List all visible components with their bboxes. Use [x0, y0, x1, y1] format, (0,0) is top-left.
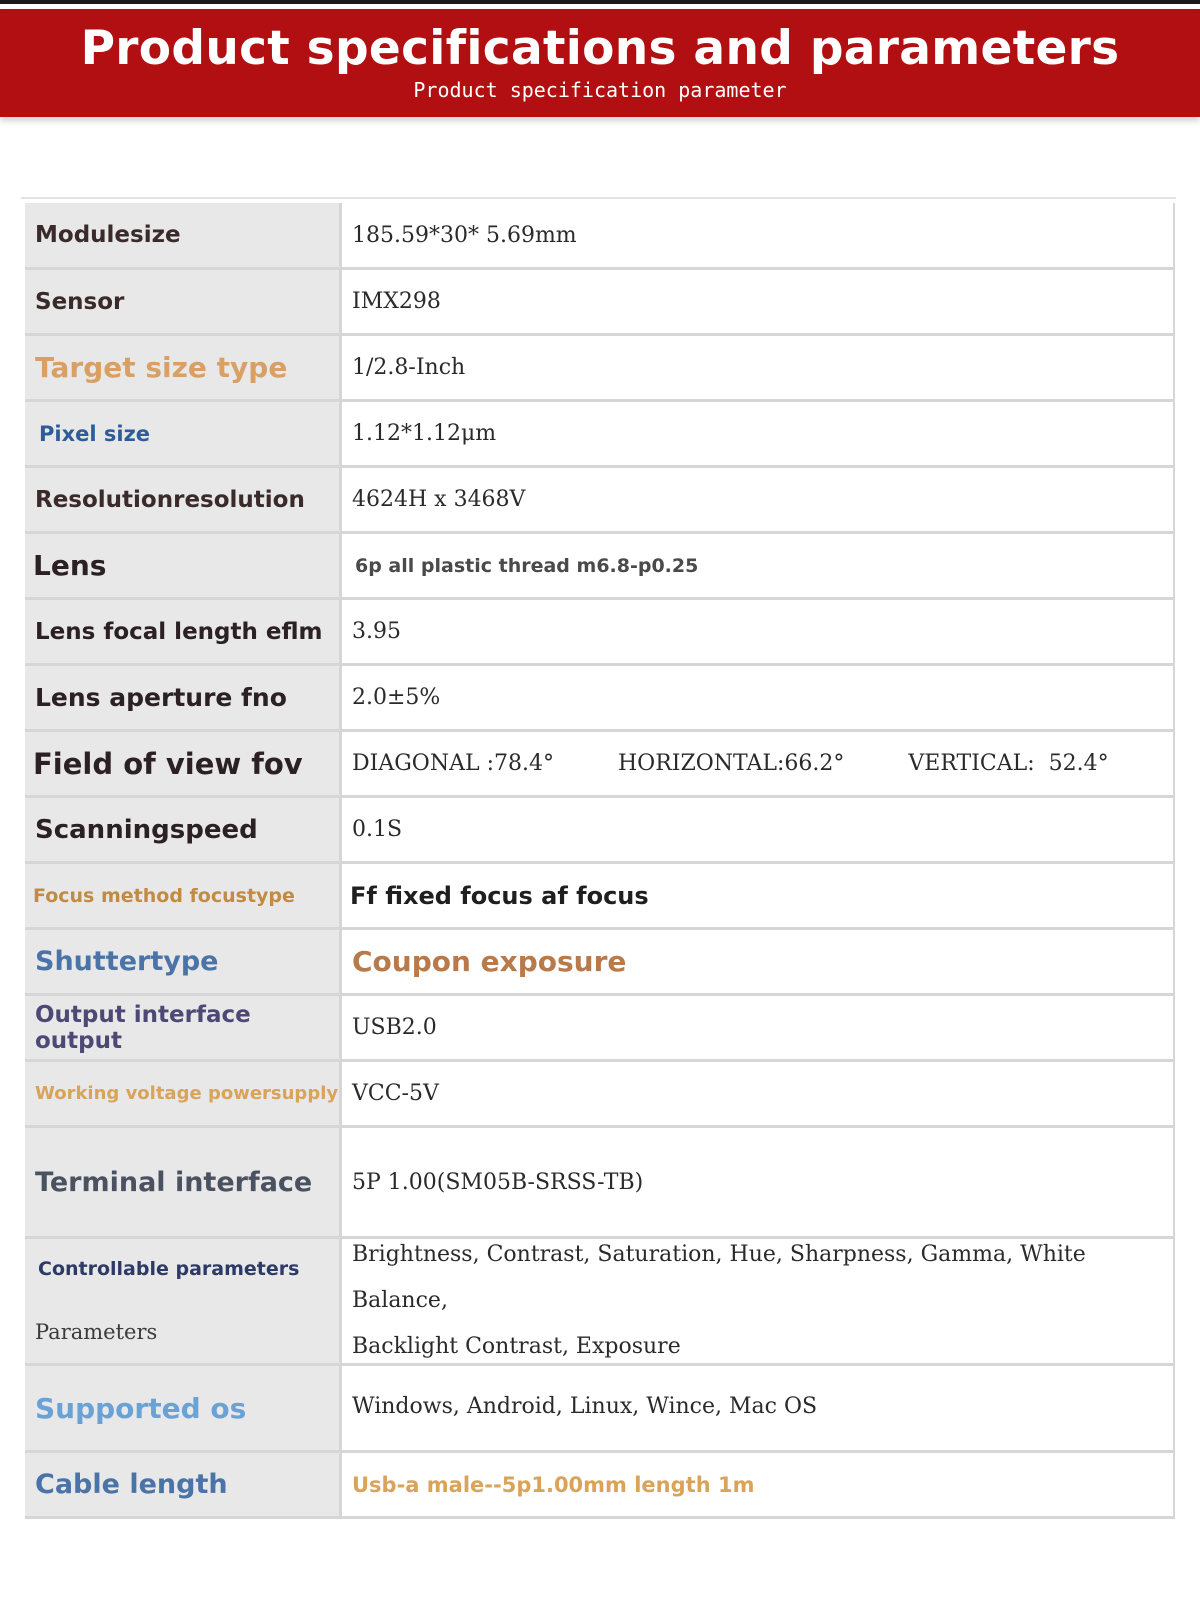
spec-label: Output interface output: [25, 996, 342, 1059]
spec-label-group: [25, 1239, 342, 1363]
spec-row-resolution: [25, 468, 1175, 534]
spec-label: Field of view fov: [25, 732, 342, 795]
spec-label: Resolutionresolution: [25, 468, 342, 531]
spec-label: Terminal interface: [25, 1128, 342, 1236]
spec-label: Pixel size: [25, 402, 342, 465]
spec-value: Windows, Android, Linux, Wince, Mac OS: [342, 1366, 1175, 1450]
page-subtitle: Product specification parameter: [413, 78, 787, 102]
spec-label: Controllable parameters: [38, 1258, 300, 1280]
spec-value-line-2: Backlight Contrast, Exposure: [352, 1334, 681, 1359]
spec-value: 185.59*30* 5.69mm: [342, 203, 1175, 267]
spec-label: Scanningspeed: [25, 798, 342, 861]
spec-row-focal-length: [25, 600, 1175, 666]
header-banner: [0, 9, 1200, 117]
spec-label: Focus method focustype: [25, 864, 342, 927]
fov-diagonal: DIAGONAL :78.4°: [352, 751, 554, 776]
spec-label: Lens focal length eflm: [25, 600, 342, 663]
spec-value: Usb-a male--5p1.00mm length 1m: [342, 1453, 1175, 1516]
spec-row-output-interface: [25, 996, 1175, 1062]
spec-value: 2.0±5%: [342, 666, 1175, 729]
spec-value: 1/2.8-Inch: [342, 336, 1175, 399]
spec-row-aperture: [25, 666, 1175, 732]
spec-row-cable-length: [25, 1453, 1175, 1519]
spec-label: Sensor: [25, 270, 342, 333]
spec-value-line-1: Brightness, Contrast, Saturation, Hue, Sharpness, Gamma, White Balance,: [352, 1242, 1086, 1313]
spec-row-working-voltage: [25, 1062, 1175, 1128]
spec-row-target-size: [25, 336, 1175, 402]
spec-value-group: [342, 1239, 1175, 1363]
spec-table: [21, 197, 1176, 1519]
spec-row-lens: [25, 534, 1175, 600]
top-border-line: [0, 0, 1200, 4]
spec-value: 6p all plastic thread m6.8-p0.25: [342, 534, 1175, 597]
spec-value: Coupon exposure: [342, 930, 1175, 993]
spec-value: 1.12*1.12μm: [342, 402, 1175, 465]
spec-label: Lens aperture fno: [25, 666, 342, 729]
spec-value: 3.95: [342, 600, 1175, 663]
spec-label: Working voltage powersupply: [25, 1062, 342, 1125]
spec-row-modulesize: [25, 203, 1175, 270]
fov-horizontal: HORIZONTAL:66.2°: [617, 751, 845, 776]
spec-label-secondary: Parameters: [35, 1320, 158, 1344]
spec-value: 5P 1.00(SM05B-SRSS-TB): [342, 1128, 1175, 1236]
fov-vertical: VERTICAL: 52.4°: [908, 751, 1109, 776]
spec-label: Supported os: [25, 1366, 342, 1450]
spec-value: Ff fixed focus af focus: [342, 864, 1175, 927]
spec-row-shutter-type: [25, 930, 1175, 996]
spec-label: Cable length: [25, 1453, 342, 1516]
spec-row-controllable-parameters: [25, 1239, 1175, 1366]
spec-row-scanning-speed: [25, 798, 1175, 864]
spec-value: 0.1S: [342, 798, 1175, 861]
spec-row-terminal-interface: [25, 1128, 1175, 1239]
spec-value: IMX298: [342, 270, 1175, 333]
spec-value: USB2.0: [342, 996, 1175, 1059]
spec-value: 4624H x 3468V: [342, 468, 1175, 531]
spec-value: VCC-5V: [342, 1062, 1175, 1125]
spec-label: Shuttertype: [25, 930, 342, 993]
spec-row-focus-method: [25, 864, 1175, 930]
spec-row-pixel-size: [25, 402, 1175, 468]
page-title: Product specifications and parameters: [80, 21, 1120, 76]
spec-row-supported-os: [25, 1366, 1175, 1453]
spec-row-sensor: [25, 270, 1175, 336]
spec-label: Target size type: [25, 336, 342, 399]
spec-value-group: [342, 732, 1175, 795]
spec-label: Modulesize: [25, 203, 342, 267]
spec-label: Lens: [25, 534, 342, 597]
spec-row-field-of-view: [25, 732, 1175, 798]
